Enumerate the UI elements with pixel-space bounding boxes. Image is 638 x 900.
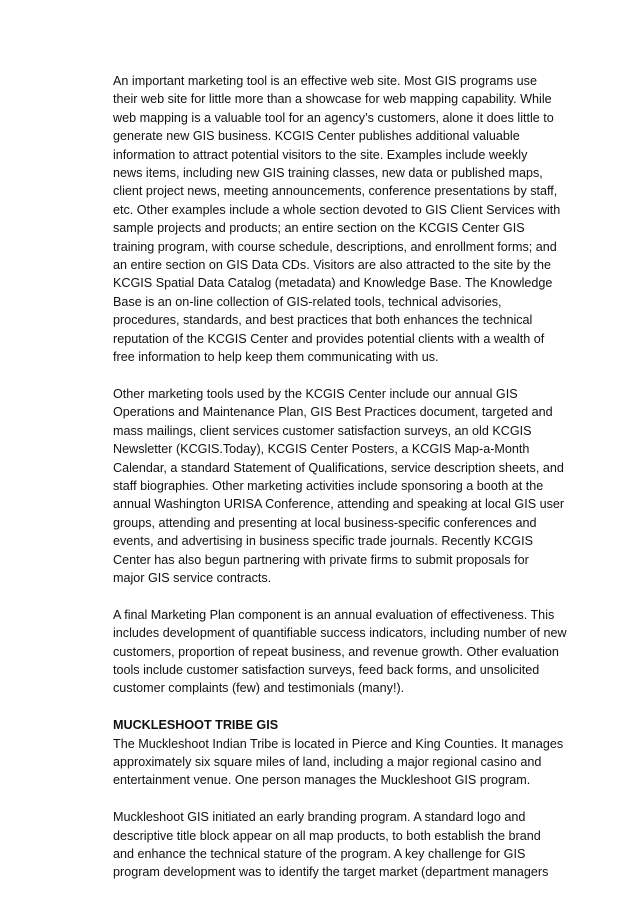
paragraph-other-tools bbox=[113, 385, 563, 587]
paragraph-web-site bbox=[113, 72, 563, 367]
text-line: web mapping is a valuable tool for an agency’s customers, alone it does little to bbox=[113, 110, 554, 125]
text-line: descriptive title block appear on all map products, to both establish the brand bbox=[113, 828, 541, 843]
text-line: annual Washington URISA Conference, attending and speaking at local GIS user bbox=[113, 497, 565, 512]
text-line: etc. Other examples include a whole section devoted to GIS Client Services with bbox=[113, 202, 561, 217]
text-line: Center has also begun partnering with private firms to submit proposals for bbox=[113, 552, 529, 567]
text-line: news items, including new GIS training classes, new data or published maps, bbox=[113, 166, 543, 181]
text-line: program development was to identify the target market (department managers bbox=[113, 865, 549, 880]
text-line: procedures, standards, and best practices that both enhances the technical bbox=[113, 313, 533, 328]
text-line: Other marketing tools used by the KCGIS Center include our annual GIS bbox=[113, 386, 518, 401]
text-line: A final Marketing Plan component is an annual evaluation of effectiveness. This bbox=[113, 607, 555, 622]
text-line: groups, attending and presenting at local business-specific conferences and bbox=[113, 515, 537, 530]
text-line: events, and advertising in business specific trade journals. Recently KCGIS bbox=[113, 534, 534, 549]
paragraph-muckleshoot-branding bbox=[113, 808, 563, 882]
text-line: customer complaints (few) and testimonials (many!). bbox=[113, 681, 405, 696]
text-line: Operations and Maintenance Plan, GIS Best Practices document, targeted and bbox=[113, 405, 553, 420]
text-line: reputation of the KCGIS Center and provides potential clients with a wealth of bbox=[113, 331, 545, 346]
text-line: tools include customer satisfaction surveys, feed back forms, and unsolicited bbox=[113, 662, 540, 677]
text-line: training program, with course schedule, descriptions, and enrollment forms; and bbox=[113, 239, 557, 254]
text-line: sample projects and products; an entire section on the KCGIS Center GIS bbox=[113, 221, 525, 236]
text-line: and enhance the technical stature of the program. A key challenge for GIS bbox=[113, 847, 526, 861]
text-line: their web site for little more than a showcase for web mapping capability. While bbox=[113, 92, 552, 107]
text-line: free information to help keep them communicating with us. bbox=[113, 350, 439, 365]
section-muckleshoot-intro bbox=[113, 716, 563, 790]
text-line: staff biographies. Other marketing activities include sponsoring a booth at the bbox=[113, 478, 544, 493]
text-line: generate new GIS business. KCGIS Center publishes additional valuable bbox=[113, 129, 520, 144]
text-line: approximately six square miles of land, including a major regional casino and bbox=[113, 754, 542, 769]
text-line: Muckleshoot GIS initiated an early branding program. A standard logo and bbox=[113, 810, 526, 825]
text-line: an entire section on GIS Data CDs. Visitors are also attracted to the site by the bbox=[113, 258, 551, 273]
paragraph-evaluation bbox=[113, 606, 567, 698]
text-line: The Muckleshoot Indian Tribe is located in Pierce and King Counties. It manages bbox=[113, 736, 564, 751]
text-line: Base is an on-line collection of GIS-related tools, technical advisories, bbox=[113, 294, 502, 309]
text-line: information to attract potential visitors to the site. Examples include weekly bbox=[113, 147, 528, 162]
text-line: entertainment venue. One person manages the Muckleshoot GIS program. bbox=[113, 773, 531, 788]
text-line: client project news, meeting announcements, conference presentations by staff, bbox=[113, 184, 558, 199]
text-line: customers, proportion of repeat business, and revenue growth. Other evaluation bbox=[113, 644, 559, 659]
text-line: Calendar, a standard Statement of Qualifications, service description sheets, and bbox=[113, 460, 564, 475]
text-line: KCGIS Spatial Data Catalog (metadata) and Knowledge Base. The Knowledge bbox=[113, 276, 553, 291]
text-line: An important marketing tool is an effective web site. Most GIS programs use bbox=[113, 74, 537, 88]
section-heading: MUCKLESHOOT TRIBE GIS bbox=[113, 718, 279, 733]
text-line: Newsletter (KCGIS.Today), KCGIS Center Posters, a KCGIS Map-a-Month bbox=[113, 442, 530, 457]
text-line: major GIS service contracts. bbox=[113, 570, 272, 585]
text-line: includes development of quantifiable success indicators, including number of new bbox=[113, 626, 567, 641]
text-line: mass mailings, client services customer satisfaction surveys, an old KCGIS bbox=[113, 423, 532, 438]
document-page bbox=[113, 72, 567, 900]
